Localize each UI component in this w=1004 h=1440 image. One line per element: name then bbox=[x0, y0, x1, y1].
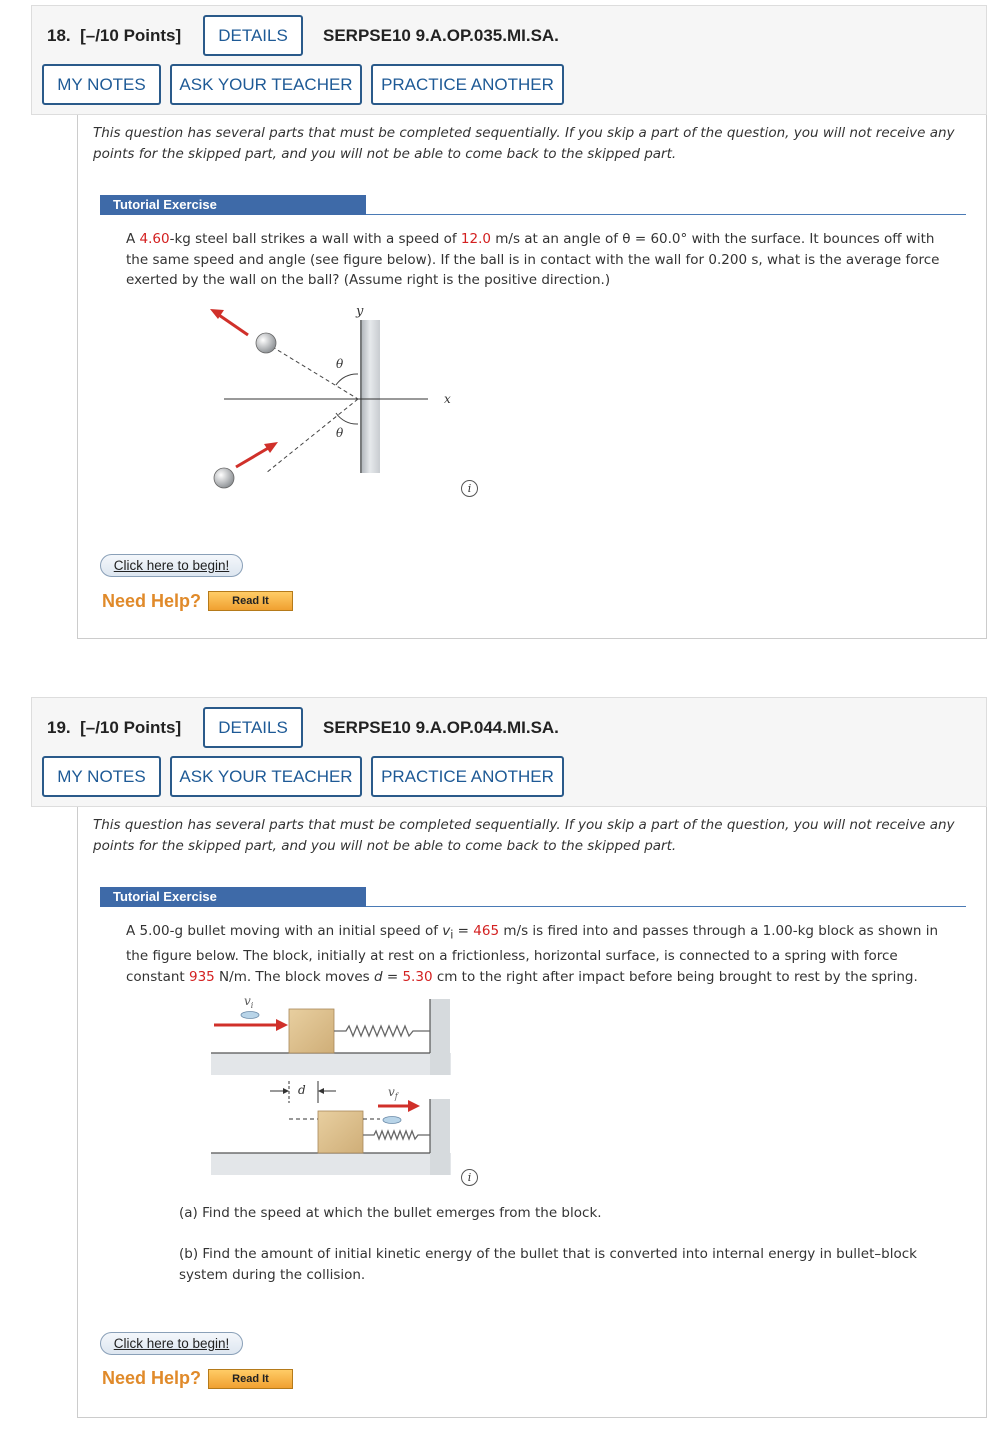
x-axis-label: x bbox=[444, 392, 451, 406]
click-to-begin-button[interactable]: Click here to begin! bbox=[100, 1332, 243, 1355]
speed-value: 465 bbox=[473, 923, 500, 939]
my-notes-button[interactable]: MY NOTES bbox=[42, 756, 161, 797]
part-a-text: (a) Find the speed at which the bullet emerges from the block. bbox=[179, 1205, 602, 1221]
bullet-initial bbox=[241, 1012, 259, 1019]
bullet-block-figure bbox=[208, 995, 458, 1185]
tutorial-bar bbox=[100, 195, 966, 215]
figure-info-icon[interactable]: i bbox=[461, 480, 478, 497]
spring-constant-value: 935 bbox=[188, 968, 215, 985]
distance-value: 5.30 bbox=[402, 968, 433, 985]
need-help-label: Need Help? bbox=[102, 1368, 202, 1388]
ball-wall-figure bbox=[208, 295, 488, 495]
sequential-notice: This question has several parts that must be completed sequentially. If you skip a part of the question, you will not receive any points for the skipped part, and you will not be able to come back to the skipped part. bbox=[93, 817, 955, 854]
question-code: SERPSE10 9.A.OP.035.MI.SA. bbox=[323, 26, 559, 45]
figure-info-icon[interactable]: i bbox=[461, 1169, 478, 1186]
bullet-final bbox=[383, 1117, 401, 1124]
click-to-begin-button[interactable]: Click here to begin! bbox=[100, 554, 243, 577]
question-code: SERPSE10 9.A.OP.044.MI.SA. bbox=[323, 718, 559, 737]
question-18-body bbox=[77, 115, 987, 639]
block-final bbox=[318, 1111, 363, 1153]
ask-your-teacher-button[interactable]: ASK YOUR TEACHER bbox=[170, 756, 362, 797]
speed-value: 12.0 bbox=[460, 231, 491, 247]
ball-bottom bbox=[214, 468, 234, 488]
ask-your-teacher-button[interactable]: ASK YOUR TEACHER bbox=[170, 64, 362, 105]
practice-another-button[interactable]: PRACTICE ANOTHER bbox=[371, 756, 564, 797]
d-label: d bbox=[298, 1083, 306, 1097]
read-it-button[interactable]: Read It bbox=[208, 1369, 293, 1389]
read-it-button[interactable]: Read It bbox=[208, 591, 293, 611]
details-button[interactable]: DETAILS bbox=[203, 707, 303, 748]
sequential-notice: This question has several parts that must be completed sequentially. If you skip a part of the question, you will not receive any points for the skipped part, and you will not be able to come back to the skipped part. bbox=[93, 125, 955, 162]
practice-another-button[interactable]: PRACTICE ANOTHER bbox=[371, 64, 564, 105]
block-initial bbox=[289, 1009, 334, 1053]
wall bbox=[360, 320, 380, 473]
problem-text: A 5.00-g bullet moving with an initial speed of $v_i = 465$ m/s is fired into and passes through a 1.00-kg block as shown in the figure below. The block, initially at rest on a frictionless, horizontal surface, is connected to a spring with force constant 935 N/m. The block moves d = 5.30 cm to the right after impact before being brought to rest by the spring. bbox=[126, 923, 939, 985]
question-number: 18. [–/10 Points] bbox=[47, 26, 182, 45]
need-help-label: Need Help? bbox=[102, 591, 202, 611]
question-number: 19. [–/10 Points] bbox=[47, 718, 182, 737]
spring-initial bbox=[334, 1026, 430, 1036]
theta-top-label: θ bbox=[336, 357, 344, 371]
details-button[interactable]: DETAILS bbox=[203, 15, 303, 56]
tutorial-label: Tutorial Exercise bbox=[100, 195, 366, 215]
tutorial-bar bbox=[100, 887, 966, 907]
tutorial-label: Tutorial Exercise bbox=[100, 887, 366, 907]
question-19-body bbox=[77, 807, 987, 1418]
spring-final bbox=[363, 1131, 430, 1139]
vf-label: $v_f$ bbox=[388, 1085, 398, 1101]
mass-value: 4.60 bbox=[139, 231, 170, 247]
part-b-text: (b) Find the amount of initial kinetic energy of the bullet that is converted into internal energy in bullet–block system during the collision. bbox=[179, 1246, 917, 1283]
my-notes-button[interactable]: MY NOTES bbox=[42, 64, 161, 105]
theta-bottom-label: θ bbox=[336, 426, 344, 440]
question-19-header bbox=[31, 697, 987, 807]
ball-top bbox=[256, 333, 276, 353]
problem-text: A 4.60-kg steel ball strikes a wall with a speed of 12.0 m/s at an angle of θ = 60.0° with the surface. It bounces off with the same speed and angle (see figure below). If the ball is in contact with the wall for 0.200 s, what is the average force exerted by the wall on the ball? (Assume right is the positive direction.) bbox=[126, 231, 940, 288]
vi-label: $v_i$ bbox=[244, 995, 254, 1010]
y-axis-label: y bbox=[356, 304, 364, 319]
question-18-header bbox=[31, 5, 987, 115]
